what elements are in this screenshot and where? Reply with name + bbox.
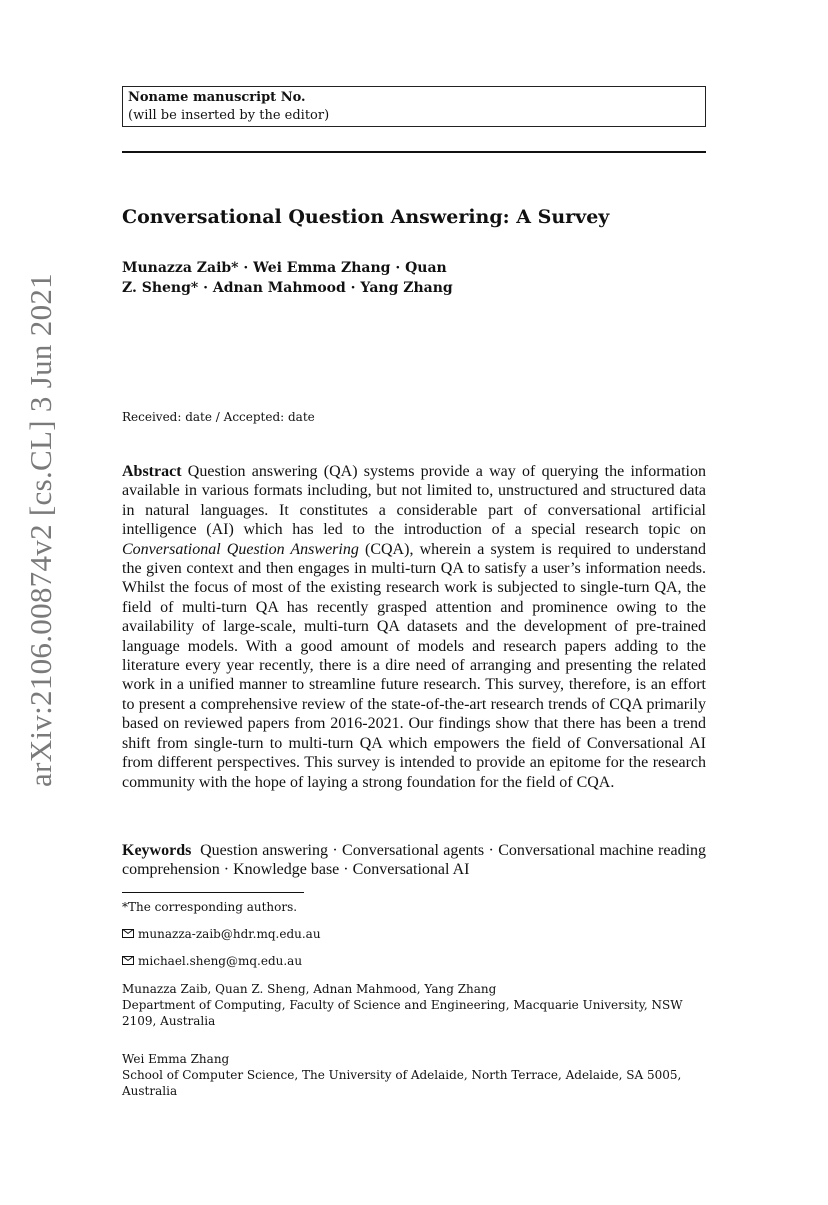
author-list [122,258,453,298]
abstract-text-start: Question answering (QA) systems provide a way of querying the information available in various formats including, but not limited to, unstructured and structured data in natural languages. It constitutes a considerable part of conversational artificial intelligence (AI) which has led to the introduction of a special research topic on [122,463,707,539]
corresponding-authors-note: *The corresponding authors. [122,900,298,914]
abstract-italic-term: Conversational Question Answering [122,540,359,558]
author-line-1: Munazza Zaib* · Wei Emma Zhang · Quan [122,260,447,276]
manuscript-number-label: Noname manuscript No. [128,90,306,105]
abstract-text-end: (CQA), wherein a system is required to understand the given context and then engages in multi-turn QA to satisfy a user’s information needs. Whilst the focus of most of the existing research work is subjected to single-turn QA, the field of multi-turn QA has recently grasped attention and prominence owing to the availability of large-scale, multi-turn QA datasets and the development of pre-trained language models. With a good amount of models and research papers adding to the literature every year recently, there is a dire need of arranging and presenting the related work in a unified manner to streamline future research. This survey, therefore, is an effort to present a comprehensive review of the state-of-the-art research trends of CQA primarily based on reviewed papers from 2016-2021. Our findings show that there has been a trend shift from single-turn to multi-turn QA which empowers the field of Conversational AI from different perspectives. This survey is intended to provide an epitome for the research community with the hope of laying a strong foundation for the field of CQA. [122,540,707,791]
editor-note: (will be inserted by the editor) [128,108,330,123]
email-footnote-2 [122,954,302,968]
affiliation-1-address: Department of Computing, Faculty of Science and Engineering, Macquarie University, NSW 2109, Australia [122,998,683,1028]
header-rule [122,151,706,153]
keywords [122,841,706,880]
received-accepted-dates: Received: date / Accepted: date [122,410,315,424]
author-line-2: Z. Sheng* · Adnan Mahmood · Yang Zhang [122,280,453,296]
keywords-text: Question answering · Conversational agents · Conversational machine reading comprehension · Knowledge base · Conversational AI [122,842,707,879]
affiliation-2 [122,1051,708,1099]
affiliation-1 [122,981,708,1029]
email-footnote-1 [122,927,321,941]
arxiv-identifier [22,250,60,810]
footnote-rule [122,892,304,893]
email-address-1: munazza-zaib@hdr.mq.edu.au [138,927,321,941]
email-address-2: michael.sheng@mq.edu.au [138,954,303,968]
affiliation-2-address: School of Computer Science, The University of Adelaide, North Terrace, Adelaide, SA 5005, Australia [122,1068,682,1098]
keywords-label: Keywords [122,842,192,859]
arxiv-identifier-text: arXiv:2106.00874v2 [cs.CL] 3 Jun 2021 [23,273,58,787]
envelope-icon [122,929,134,938]
editor-box [122,86,706,127]
paper-title: Conversational Question Answering: A Survey [122,206,610,228]
abstract [122,462,706,792]
abstract-label: Abstract [122,463,182,480]
affiliation-1-names: Munazza Zaib, Quan Z. Sheng, Adnan Mahmood, Yang Zhang [122,982,497,996]
affiliation-2-names: Wei Emma Zhang [122,1052,230,1066]
envelope-icon [122,956,134,965]
